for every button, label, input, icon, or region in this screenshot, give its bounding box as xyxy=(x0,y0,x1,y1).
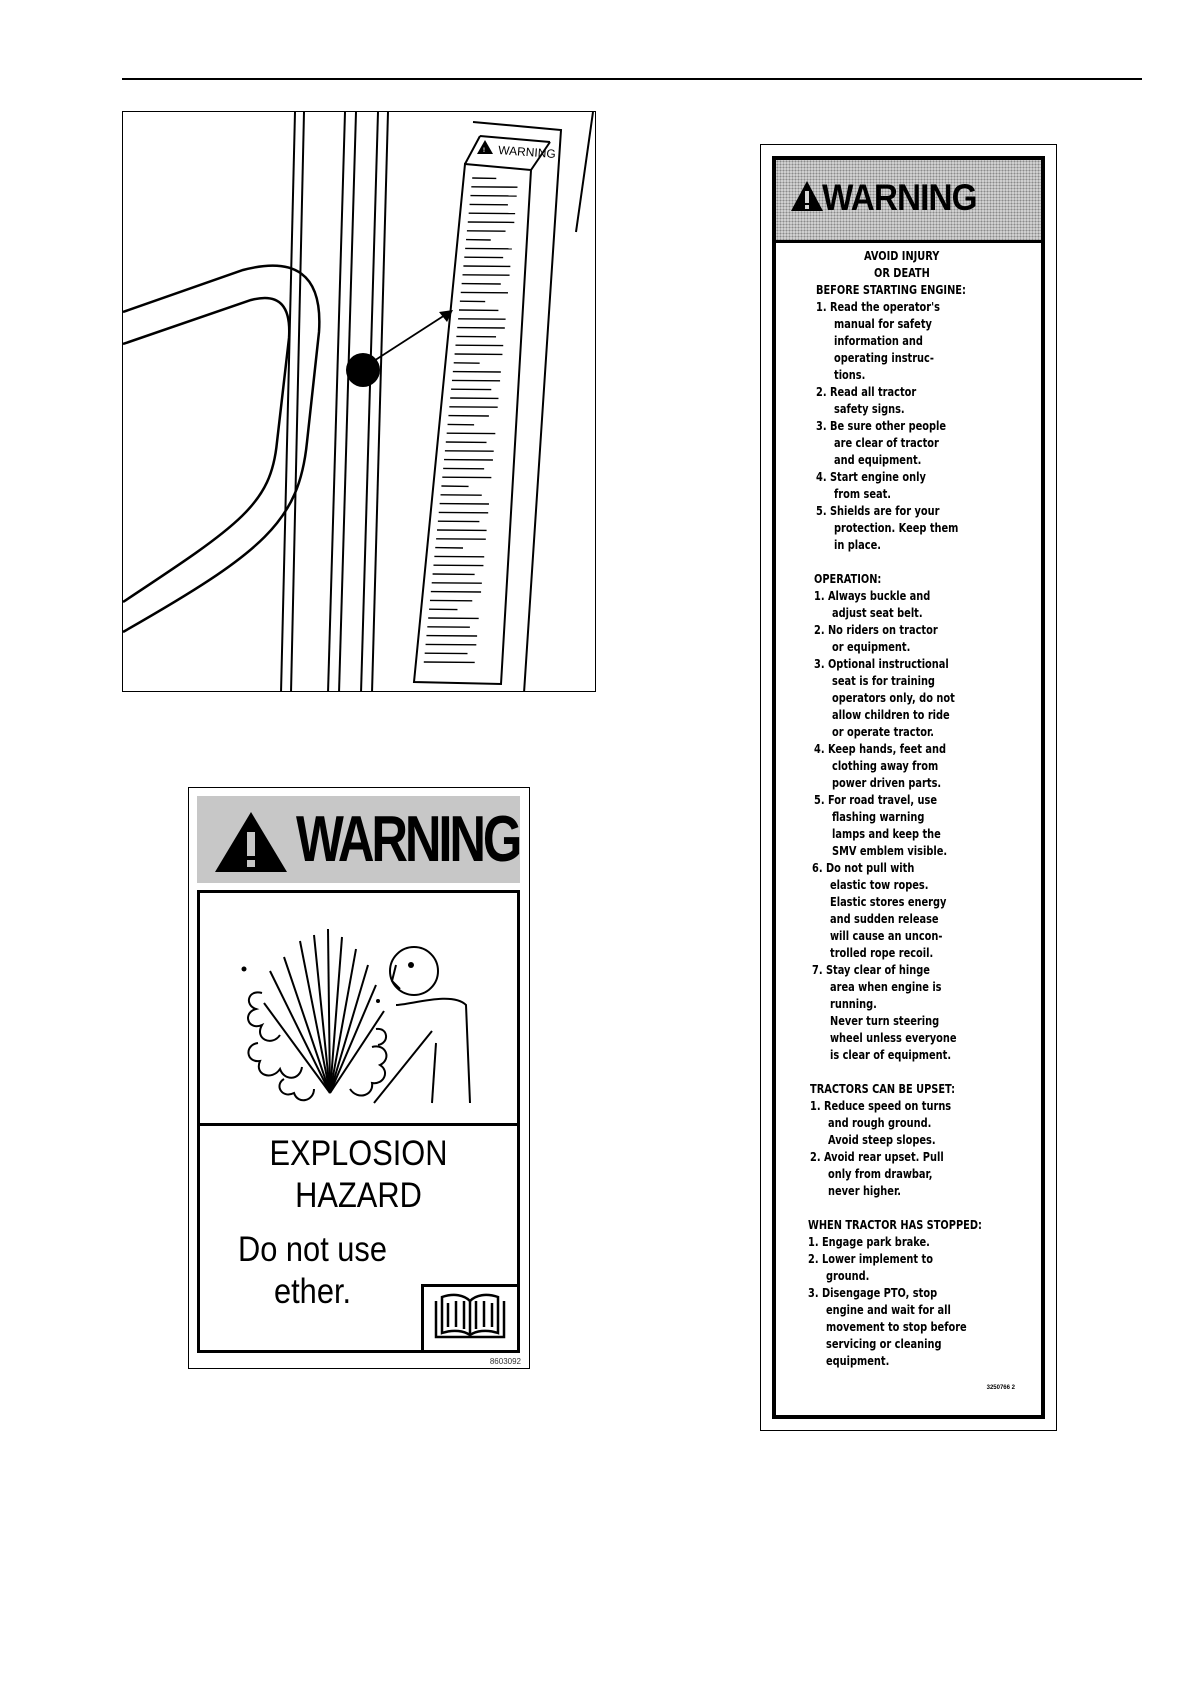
hazard-text-box xyxy=(197,1126,520,1353)
instruction-line: 3. Disengage PTO, stop xyxy=(808,1285,938,1300)
instruction-line: 5. For road travel, use xyxy=(814,792,938,807)
explosion-pictogram-icon xyxy=(200,893,517,1123)
instruction-line: 2. Avoid rear upset. Pull xyxy=(810,1149,944,1164)
instruction-line: servicing or cleaning xyxy=(826,1336,942,1351)
instruction-line: will cause an uncon- xyxy=(830,928,943,943)
instruction-line: from seat. xyxy=(834,486,892,501)
decal-location-illustration xyxy=(122,111,596,692)
explosion-hazard-decal xyxy=(188,787,530,1369)
manual-symbol-box xyxy=(421,1284,517,1350)
instruction-line: Avoid steep slopes. xyxy=(828,1132,936,1147)
instruction-line: safety signs. xyxy=(834,401,905,416)
instruction-line: 1. Always buckle and xyxy=(814,588,931,603)
instruction-line: equipment. xyxy=(826,1353,890,1368)
instruction-line: are clear of tractor xyxy=(834,435,939,450)
instruction-line: 6. Do not pull with xyxy=(812,860,915,875)
instruction-line: seat is for training xyxy=(832,673,935,688)
instruction-line: operating instruc- xyxy=(834,350,934,365)
top-rule xyxy=(122,78,1142,80)
hazard-title-line-1: EXPLOSION xyxy=(269,1134,448,1173)
instruction-line: and sudden release xyxy=(830,911,939,926)
instruction-line: in place. xyxy=(834,537,881,552)
instruction-line: 2. Read all tractor xyxy=(816,384,917,399)
hazard-title-line-2: HAZARD xyxy=(295,1176,422,1215)
instruction-line: running. xyxy=(830,996,877,1011)
instruction-line: WHEN TRACTOR HAS STOPPED: xyxy=(808,1217,982,1232)
decal-inner-border xyxy=(772,156,1045,1419)
instruction-line: adjust seat belt. xyxy=(832,605,923,620)
instruction-line: operators only, do not xyxy=(832,690,955,705)
instruction-line: 4. Keep hands, feet and xyxy=(814,741,947,756)
mini-label-header: WARNING xyxy=(497,143,557,162)
instruction-line: never higher. xyxy=(828,1183,901,1198)
instruction-line: manual for safety xyxy=(834,316,932,331)
instruction-line: 7. Stay clear of hinge xyxy=(812,962,930,977)
instruction-line: or operate tractor. xyxy=(832,724,935,739)
instruction-line: 2. No riders on tractor xyxy=(814,622,938,637)
instruction-line: engine and wait for all xyxy=(826,1302,951,1317)
decal-header xyxy=(776,160,1041,243)
warning-triangle-icon xyxy=(790,180,824,212)
instruction-line: protection. Keep them xyxy=(834,520,959,535)
warning-triangle-icon xyxy=(213,810,289,874)
instruction-line: SMV emblem visible. xyxy=(832,843,948,858)
instruction-line: BEFORE STARTING ENGINE: xyxy=(816,282,966,297)
instruction-line: 2. Lower implement to xyxy=(808,1251,933,1266)
instruction-line: movement to stop before xyxy=(826,1319,967,1334)
instruction-line: and rough ground. xyxy=(828,1115,932,1130)
instruction-line: information and xyxy=(834,333,923,348)
instruction-line-1: Do not use xyxy=(238,1230,387,1269)
instruction-line: 1. Read the operator's xyxy=(816,299,940,314)
tractor-safety-decal xyxy=(760,144,1057,1431)
operator-manual-icon xyxy=(424,1287,517,1350)
instruction-line: 5. Shields are for your xyxy=(816,503,940,518)
instruction-line: power driven parts. xyxy=(832,775,942,790)
instruction-line: or equipment. xyxy=(832,639,911,654)
instruction-line: Never turn steering xyxy=(830,1013,940,1028)
instruction-line: TRACTORS CAN BE UPSET: xyxy=(810,1081,956,1096)
instruction-line: 3. Be sure other people xyxy=(816,418,947,433)
decal-header xyxy=(197,796,520,883)
instruction-line: area when engine is xyxy=(830,979,942,994)
decal-header-title: WARNING xyxy=(296,802,520,875)
instruction-line: tions. xyxy=(834,367,866,382)
instruction-line: AVOID INJURY xyxy=(864,248,940,263)
instruction-line: ground. xyxy=(826,1268,870,1283)
instruction-line: allow children to ride xyxy=(832,707,950,722)
instruction-line: only from drawbar, xyxy=(828,1166,933,1181)
instruction-line: OPERATION: xyxy=(814,571,882,586)
instruction-line: 1. Engage park brake. xyxy=(808,1234,930,1249)
svg-text:!: ! xyxy=(483,148,485,154)
instruction-line: clothing away from xyxy=(832,758,939,773)
instruction-line: 3. Optional instructional xyxy=(814,656,949,671)
part-number: 3250766 2 xyxy=(986,1385,1015,1391)
instruction-line: OR DEATH xyxy=(874,265,930,280)
instruction-line: is clear of equipment. xyxy=(830,1047,952,1062)
decal-header-title: WARNING xyxy=(822,177,977,218)
instruction-line: and equipment. xyxy=(834,452,922,467)
instruction-line: lamps and keep the xyxy=(832,826,941,841)
instruction-line-2: ether. xyxy=(274,1272,352,1311)
tractor-door-line-drawing xyxy=(123,112,596,692)
instruction-line: trolled rope recoil. xyxy=(830,945,934,960)
instruction-line: wheel unless everyone xyxy=(830,1030,957,1045)
part-number: 8603092 xyxy=(489,1357,521,1366)
instruction-line: 4. Start engine only xyxy=(816,469,926,484)
instruction-line: elastic tow ropes. xyxy=(830,877,929,892)
pictogram-box xyxy=(197,890,520,1126)
instruction-line: Elastic stores energy xyxy=(830,894,947,909)
instruction-line: 1. Reduce speed on turns xyxy=(810,1098,952,1113)
instruction-line: flashing warning xyxy=(832,809,925,824)
